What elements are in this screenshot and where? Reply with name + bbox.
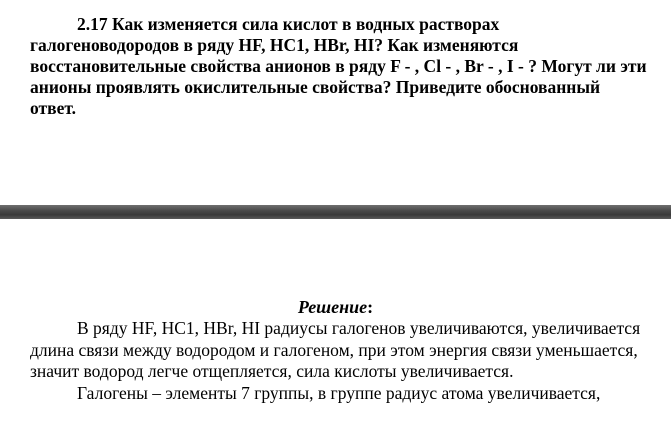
solution-heading [0, 296, 671, 318]
solution-paragraph-1: В ряду HF, HC1, HBr, HI радиусы галогенов увеличиваются, увеличивается длина связи между водородом и галогеном, при этом энергия связи уменьшается, значит водород легче отщепляется, сила кислоты увеличивается. [30, 318, 641, 381]
question-text: 2.17 Как изменяется сила кислот в водных растворах галогеноводородов в ряду HF, HC1, HBr, HI? Как изменяются восстановительные свойства анионов в ряду F - , Cl - , Br - , I - ? Могут ли эти анионы проявлять окислительные свойства? Приведите обоснованный ответ. [30, 14, 647, 118]
solution-heading-colon: : [367, 297, 374, 317]
solution-heading-label: Решение [297, 297, 368, 317]
solution-body [30, 318, 655, 404]
page-separator [0, 205, 671, 219]
solution-paragraph-2: Галогены – элементы 7 группы, в группе радиус атома увеличивается, [77, 382, 601, 403]
